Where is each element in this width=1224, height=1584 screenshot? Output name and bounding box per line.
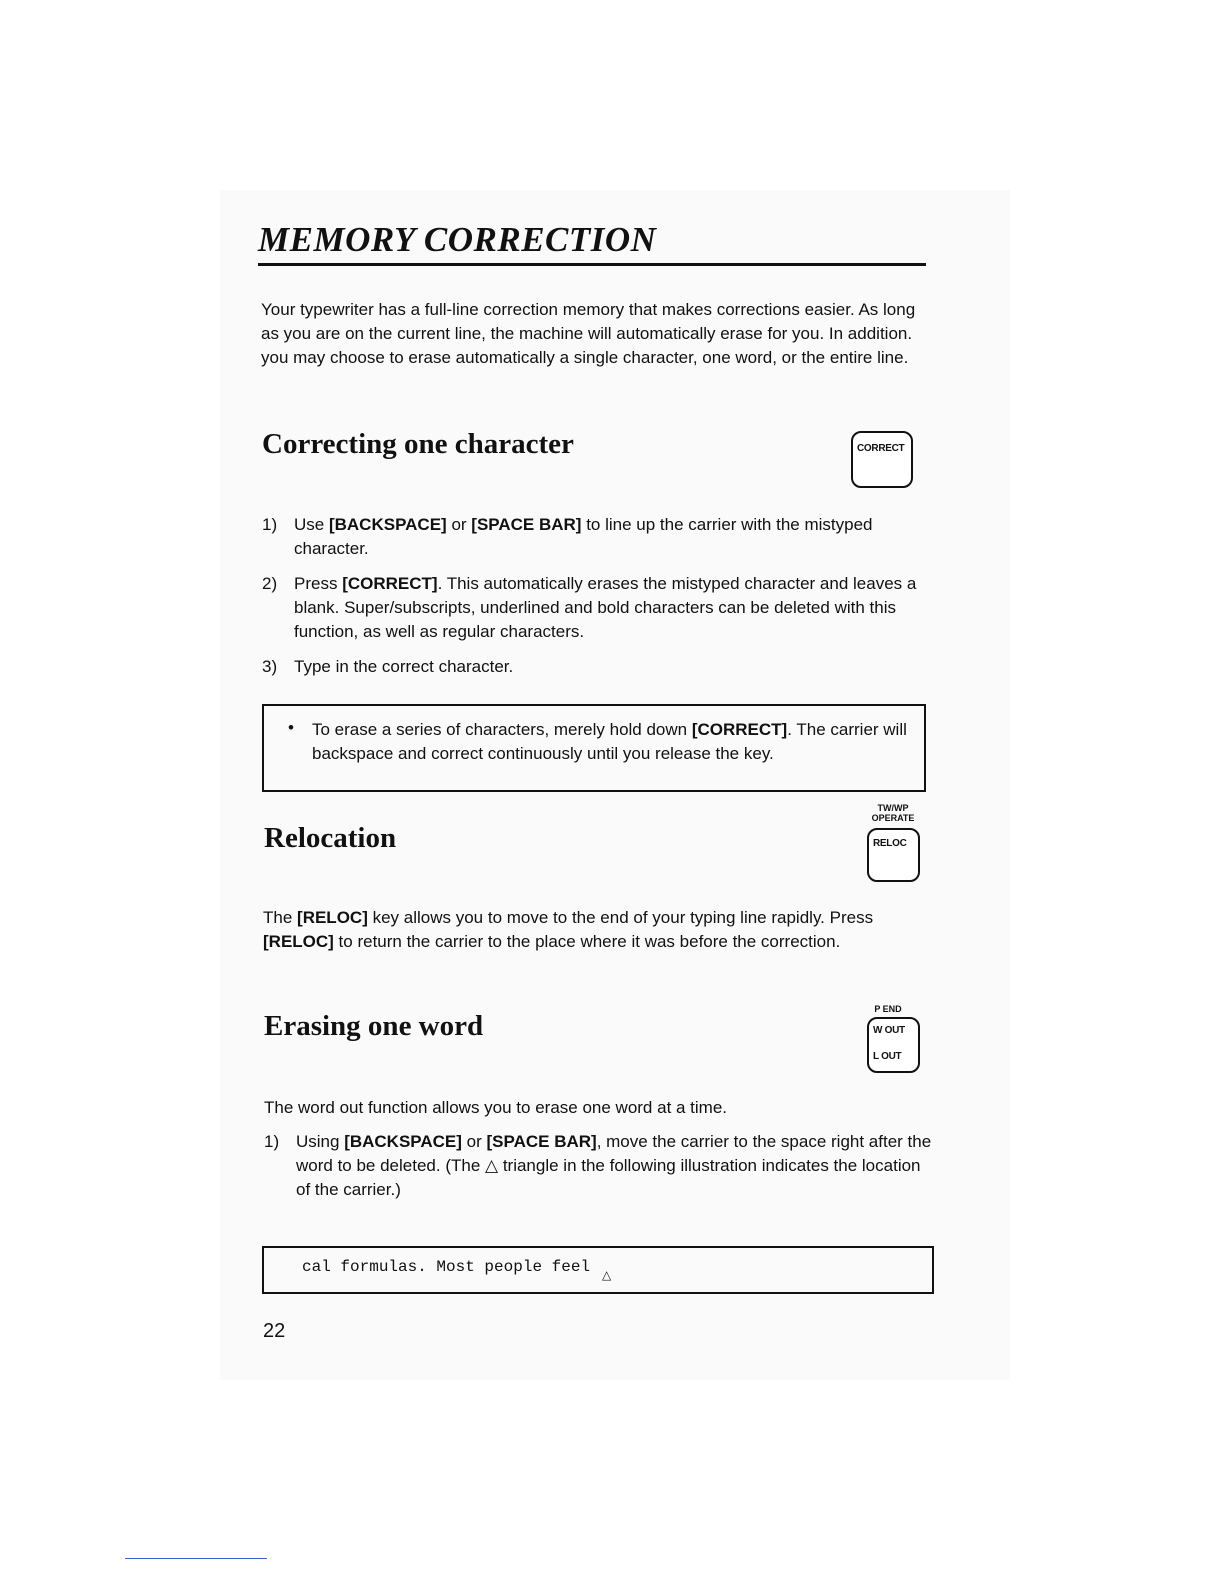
step-2: 2) Press [CORRECT]. This automatically erases the mistyped character and leaves a blank. Super/subscripts, underlined and bold characters can be deleted with this function, as well as regular characters. [262,574,917,641]
step-3: 3) Type in the correct character. [262,657,514,676]
word-out-steps [264,1130,934,1202]
heading-correcting-one-character: Correcting one character [262,428,574,460]
example-line-box [262,1246,934,1294]
note-box [262,704,926,792]
line-out-key-label: L OUT [873,1051,902,1062]
correct-key-label: CORRECT [857,443,905,454]
word-out-step-1: 1) Using [BACKSPACE] or [SPACE BAR], move the carrier to the space right after the word to be deleted. (The △ triangle in the following illustration indicates the location of the carrier.) [264,1132,932,1199]
intro-paragraph: Your typewriter has a full-line correction memory that makes corrections easier. As long as you are on the current line, the machine will automatically erase for you. In addition. you may choose to erase automatically a single character, one word, or the entire line. [261,300,916,367]
triangle-icon: △ [485,1156,499,1175]
reloc-key-caption: TW/WP OPERATE [871,803,915,823]
word-out-key-caption: P END [874,1004,902,1014]
page-number: 22 [263,1320,286,1342]
relocation-paragraph: The [RELOC] key allows you to move to the end of your typing line rapidly. Press [RELOC] to return the carrier to the place where it was before the correction. [263,908,874,951]
heading-relocation: Relocation [264,822,397,854]
step-1: 1) Use [BACKSPACE] or [SPACE BAR] to line up the carrier with the mistyped character. [262,515,873,558]
footer-line [125,1558,267,1559]
correction-steps [262,513,928,679]
carrier-triangle-icon: △ [602,1268,612,1282]
example-text: cal formulas. Most people feel [302,1258,591,1276]
word-out-intro: The word out function allows you to erase one word at a time. [264,1098,728,1117]
note-text: To erase a series of characters, merely hold down [CORRECT]. The carrier will backspace and correct continuously until you release the key. [312,720,907,763]
reloc-key-label: RELOC [873,838,907,849]
note-bullet: • [288,718,294,737]
reloc-key-icon [867,828,920,882]
word-out-key-label: W OUT [873,1025,905,1036]
correct-key-icon [851,431,913,488]
title-rule [258,263,926,266]
word-out-key-icon [867,1017,920,1073]
page-title: MEMORY CORRECTION [258,220,657,259]
heading-erasing-one-word: Erasing one word [264,1010,484,1042]
